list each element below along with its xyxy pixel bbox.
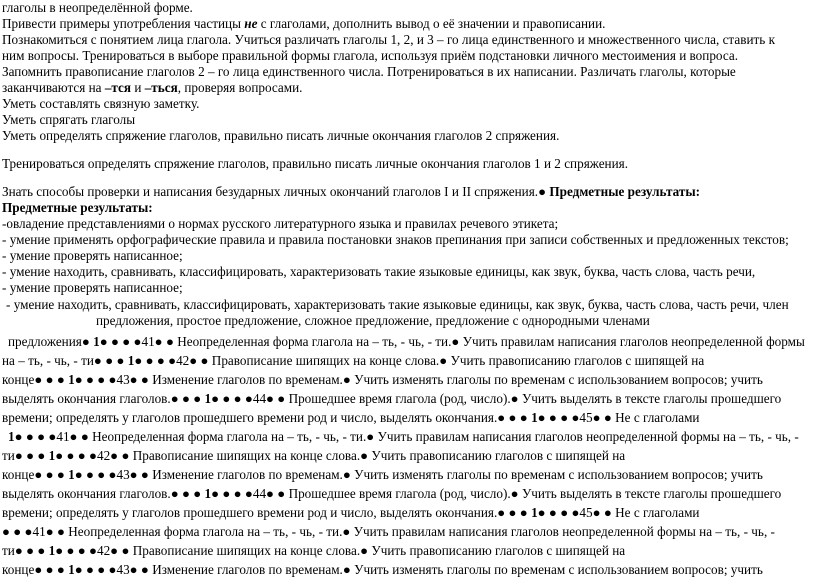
bullet-glyph: ● [170, 391, 179, 406]
emphasis-text: не [244, 16, 258, 31]
bullet-glyph: ● [129, 467, 138, 482]
bullet-glyph: ● [571, 410, 580, 425]
bullet-glyph: ● [48, 429, 57, 444]
bullet-glyph: ● [181, 486, 190, 501]
bullet-glyph: ● [97, 372, 106, 387]
text-line: предложения● 1● ● ● ●41● ● Неопределенная форма глагола на – ть, - чь, - ти.● Учить правилам написания глаголов неопределенной формы [8, 334, 805, 349]
text-line: предложения, простое предложение, сложное предложение, предложение с однородными членами [96, 313, 650, 328]
bullet-glyph: ● [165, 334, 174, 349]
bullet-glyph: ● [560, 410, 569, 425]
bullet-glyph: ● [133, 334, 142, 349]
bullet-glyph: ● [116, 353, 125, 368]
bullet-glyph: ● [89, 448, 97, 463]
bullet-glyph: ● [69, 429, 78, 444]
bullet-glyph: ● [592, 410, 601, 425]
bullet-glyph: 1 [48, 543, 56, 558]
bullet-glyph: ● [110, 334, 119, 349]
bullet-glyph: ● [56, 467, 65, 482]
bullet-glyph: ● [538, 184, 550, 199]
bullet-glyph: ● [140, 467, 149, 482]
bullet-glyph: 1 [204, 391, 212, 406]
bullet-glyph: ● [508, 505, 517, 520]
bullet-glyph: ● [266, 486, 274, 501]
bullet-glyph: ● [519, 410, 528, 425]
bullet-glyph: ● [26, 448, 35, 463]
bullet-glyph: ● [244, 486, 253, 501]
bullet-glyph: ● [510, 486, 519, 501]
text-line: выделять окончания глаголов.● ● ● 1● ● ● ●44● ● Прошедшее время глагола (род, число).● Учить выделять в тексте глаголы прошедшего [2, 486, 782, 501]
bullet-glyph: ● [342, 562, 351, 577]
text-line: времени; определять у глаголов прошедшего времени род и число, выделять окончания.● ● ● 1● ● ● ●45● ● Не с глаголами [2, 410, 700, 425]
bullet-glyph: ● [66, 448, 75, 463]
bullet-glyph: ● [193, 486, 202, 501]
bullet-glyph: ● [74, 372, 83, 387]
bullet-glyph: ● [56, 562, 65, 577]
text-line: Уметь составлять связную заметку. [2, 96, 200, 111]
text-line: - умение проверять написанное; [2, 280, 183, 295]
bullet-glyph: ● [603, 410, 612, 425]
bullet-glyph: ● [45, 467, 54, 482]
bullet-glyph: ● [97, 562, 106, 577]
bullet-glyph: ● [45, 524, 54, 539]
bullet-glyph: ● [145, 353, 154, 368]
bullet-glyph: ● [24, 524, 33, 539]
text-line: времени; определять у глаголов прошедшего времени род и число, выделять окончания.● ● ● 1● ● ● ●45● ● Не с глаголами [2, 505, 700, 520]
bullet-glyph: ● [34, 372, 43, 387]
bullet-glyph: ● [510, 391, 519, 406]
bullet-glyph: ● [134, 353, 143, 368]
bullet-glyph: ● [592, 505, 601, 520]
bullet-glyph: ● [537, 505, 546, 520]
bullet-glyph: ● [508, 410, 517, 425]
text-line: -овладение представлениями о нормах русского литературного языка и правилах речевого этикета; [2, 216, 559, 231]
bullet-glyph: ● [105, 353, 114, 368]
bullet-glyph: ● [110, 543, 119, 558]
bullet-glyph: ● [193, 391, 202, 406]
bullet-glyph: ● [277, 391, 286, 406]
bullet-glyph: ● [25, 429, 34, 444]
bullet-glyph: 1 [93, 334, 100, 349]
text-span: Знать способы проверки и написания безударных личных окончаний глаголов I и II спряжения. [2, 184, 539, 199]
text-line: Уметь спрягать глаголы [2, 112, 136, 127]
bullet-glyph: ● [34, 562, 43, 577]
bullet-glyph: 1 [204, 486, 212, 501]
text-line: ним вопросы. Тренироваться в выборе правильной формы глагола, используя приём подстановки личного местоимения и вопроса. [2, 48, 739, 63]
section-heading: Предметные результаты: [2, 200, 153, 215]
bullet-glyph: ● [277, 486, 286, 501]
bullet-glyph: ● [497, 505, 506, 520]
text-line: Познакомиться с понятием лица глагола. Учиться различать глаголы 1, 2, и 3 – го лица единственного и множественного числа, ставить к [2, 32, 775, 47]
bullet-glyph: ● [122, 334, 131, 349]
bullet-glyph: ● [85, 467, 94, 482]
text-line: - умение находить, сравнивать, классифицировать, характеризовать такие языковые единицы, как звук, буква, часть слова, часть речи, [2, 264, 756, 279]
bullet-glyph: ● [85, 372, 94, 387]
bullet-glyph: ● [360, 448, 369, 463]
bullet-glyph: 1 [68, 467, 75, 482]
bullet-glyph: ● [81, 334, 90, 349]
bullet-glyph: ● [37, 448, 46, 463]
bullet-glyph: ● [80, 429, 89, 444]
bullet-glyph: ● [77, 543, 86, 558]
bullet-glyph: ● [222, 486, 231, 501]
text-line: ти● ● ● 1● ● ● ●42● ● Правописание шипящих на конце слова.● Учить правописанию глаголов с шипящей на [2, 448, 626, 463]
bullet-glyph: ● [14, 543, 23, 558]
bullet-glyph: ● [37, 543, 46, 558]
bullet-glyph: ● [181, 391, 190, 406]
bullet-glyph: 1 [68, 562, 75, 577]
bullet-glyph: ● [366, 429, 375, 444]
text-line: - умение находить, сравнивать, классифицировать, характеризовать такие языковые единицы, как звук, буква, часть слова, часть речи, член [6, 297, 789, 312]
bullet-glyph: 1 [531, 505, 538, 520]
bullet-glyph: ● [170, 486, 179, 501]
bullet-glyph: ● [342, 524, 351, 539]
bullet-glyph: ● [233, 486, 242, 501]
bullet-glyph: ● [108, 562, 117, 577]
bullet-glyph: ● [110, 448, 119, 463]
bullet-glyph: ● [45, 372, 54, 387]
text-line: на – ть, - чь, - ти● ● ● 1● ● ● ●42● ● Правописание шипящих на конце слова.● Учить правописанию глаголов с шипящей на [2, 353, 705, 368]
bullet-glyph: ● [56, 372, 65, 387]
bullet-glyph: ● [74, 467, 83, 482]
bullet-glyph: ● [603, 505, 612, 520]
text-line: глаголы в неопределённой форме. [2, 0, 193, 15]
bullet-glyph: 1 [531, 410, 538, 425]
bullet-glyph: ● [108, 467, 117, 482]
bullet-glyph: ● [34, 467, 43, 482]
text-line: конце● ● ● 1● ● ● ●43● ● Изменение глаголов по временам.● Учить изменять глаголы по временам с использованием вопросов; учить [2, 562, 763, 577]
bullet-glyph: ● [548, 410, 557, 425]
text-line: конце● ● ● 1● ● ● ●43● ● Изменение глаголов по временам.● Учить изменять глаголы по временам с использованием вопросов; учить [2, 467, 763, 482]
bullet-glyph: ● [342, 467, 351, 482]
bullet-glyph: ● [121, 448, 130, 463]
bullet-glyph: ● [99, 334, 108, 349]
bullet-glyph: ● [497, 410, 506, 425]
bullet-glyph: ● [266, 391, 274, 406]
text-line: Уметь определять спряжение глаголов, правильно писать личные окончания глаголов 2 спряжения. [2, 128, 560, 143]
bullet-glyph: ● [140, 372, 149, 387]
bullet-glyph: ● [45, 562, 54, 577]
emphasis-text: –тся [104, 80, 132, 95]
bullet-glyph: 1 [8, 429, 15, 444]
text-line: ● ● ●41● ● Неопределенная форма глагола на – ть, - чь, - ти.● Учить правилам написания глаголов неопределенной формы на – ть, - чь, - [2, 524, 775, 539]
bullet-glyph: ● [211, 391, 220, 406]
text-line: - умение проверять написанное; [2, 248, 183, 263]
bullet-glyph: ● [571, 505, 580, 520]
bullet-glyph: ● [85, 562, 94, 577]
bullet-glyph: 1 [68, 372, 75, 387]
bullet-glyph: ● [129, 372, 138, 387]
bullet-glyph: ● [519, 505, 528, 520]
bullet-glyph: ● [93, 353, 102, 368]
bullet-glyph: ● [74, 562, 83, 577]
bullet-glyph: ● [360, 543, 369, 558]
bullet-glyph: ● [451, 334, 460, 349]
bullet-glyph: ● [121, 543, 130, 558]
text-line: 1● ● ● ●41● ● Неопределенная форма глагола на – ть, - чь, - ти.● Учить правилам написания глаголов неопределенной формы на – ть, - чь, - [8, 429, 799, 444]
bullet-glyph: 1 [127, 353, 135, 368]
bullet-glyph: ● [189, 353, 198, 368]
bullet-glyph: ● [233, 391, 242, 406]
bullet-glyph: ● [222, 391, 231, 406]
bullet-glyph: ● [537, 410, 546, 425]
text-line: ти● ● ● 1● ● ● ●42● ● Правописание шипящих на конце слова.● Учить правописанию глаголов с шипящей на [2, 543, 626, 558]
bullet-glyph: ● [26, 543, 35, 558]
bullet-glyph: ● [55, 543, 64, 558]
bullet-glyph: ● [55, 448, 64, 463]
bullet-glyph: ● [548, 505, 557, 520]
text-line: Тренироваться определять спряжение глаголов, правильно писать личные окончания глаголов 1 и 2 спряжения. [2, 156, 629, 171]
bullet-glyph: ● [89, 543, 97, 558]
bullet-glyph: ● [108, 372, 117, 387]
bullet-glyph: ● [77, 448, 86, 463]
bullet-glyph: ● [154, 334, 163, 349]
bullet-glyph: ● [129, 562, 138, 577]
bullet-glyph: ● [66, 543, 75, 558]
text-line: - умение применять орфографические правила и правила постановки знаков препинания при записи собственных и предложенных текстов; [2, 232, 789, 247]
bullet-glyph: ● [14, 429, 23, 444]
bullet-glyph: ● [97, 467, 106, 482]
text-line: конце● ● ● 1● ● ● ●43● ● Изменение глаголов по временам.● Учить изменять глаголы по временам с использованием вопросов; учить [2, 372, 763, 387]
text-line [2, 184, 700, 200]
section-heading: Предметные результаты: [549, 184, 701, 199]
bullet-glyph: ● [342, 372, 351, 387]
bullet-glyph: ● [2, 524, 10, 539]
text-line: выделять окончания глаголов.● ● ● 1● ● ● ●44● ● Прошедшее время глагола (род, число).● Учить выделять в тексте глаголы прошедшего [2, 391, 782, 406]
bullet-glyph: ● [156, 353, 165, 368]
text-line: заканчиваются на –тся и –ться, проверяя вопросами. [2, 80, 303, 95]
bullet-glyph: ● [13, 524, 22, 539]
bullet-glyph: ● [14, 448, 23, 463]
bullet-glyph: ● [56, 524, 65, 539]
bullet-glyph: ● [211, 486, 220, 501]
bullet-glyph: ● [168, 353, 177, 368]
bullet-glyph: ● [37, 429, 46, 444]
text-line: Привести примеры употребления частицы не с глаголами, дополнить вывод о её значении и правописании. [2, 16, 606, 31]
bullet-glyph: ● [140, 562, 149, 577]
bullet-glyph: ● [244, 391, 253, 406]
bullet-glyph: 1 [48, 448, 56, 463]
bullet-glyph: ● [200, 353, 209, 368]
bullet-glyph: ● [439, 353, 448, 368]
text-line: Запомнить правописание глаголов 2 – го лица единственного числа. Потренироваться в их написании. Различать глаголы, которые [2, 64, 736, 79]
emphasis-text: –ться [144, 80, 178, 95]
bullet-glyph: ● [560, 505, 569, 520]
